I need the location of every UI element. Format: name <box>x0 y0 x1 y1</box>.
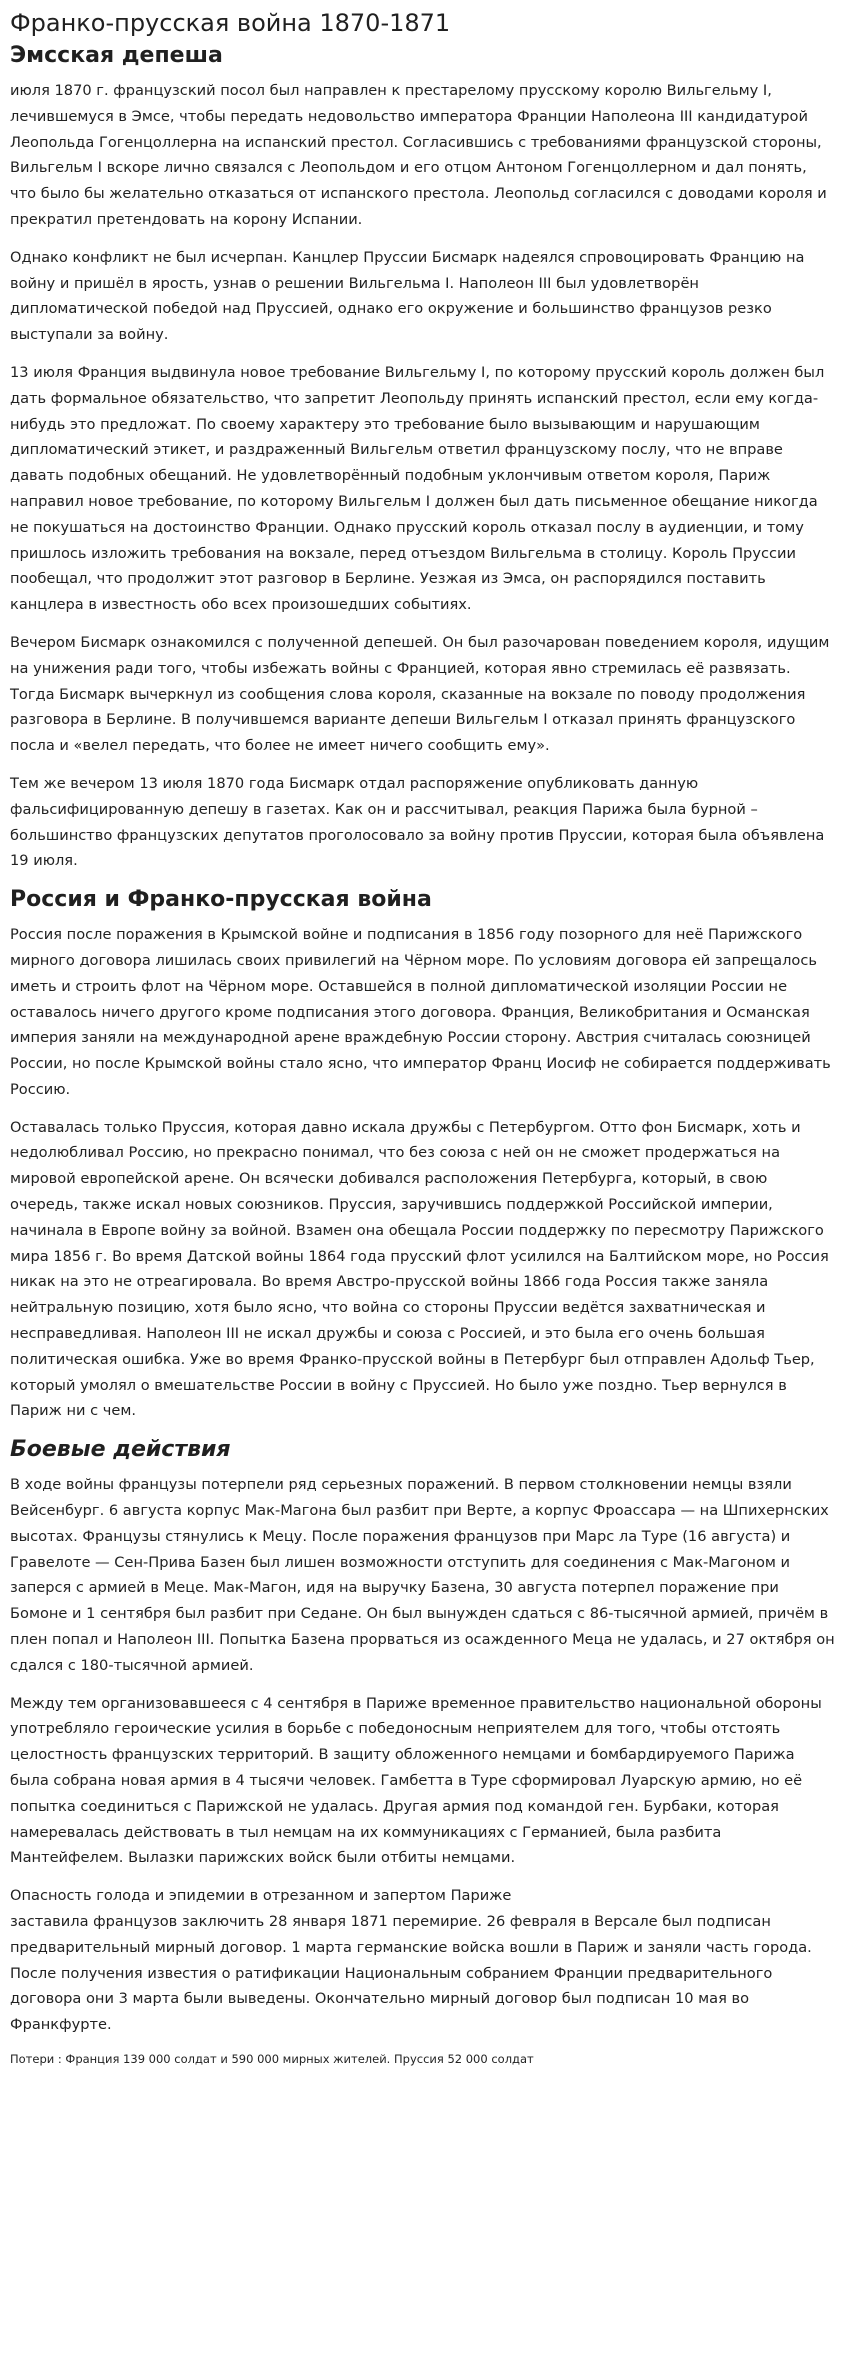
paragraph: Между тем организовавшееся с 4 сентября в Париже временное правительство национальной обороны употребляло героические усилия в борьбе с победоносным неприятелем для того, чтобы отстоять целостность французских территорий. В защиту обложенного немцами и бомбардируемого Парижа была собрана новая армия в 4 тысячи человек. Гамбетта в Туре сформировал Луарскую армию, но её попытка соединиться с Парижской не удалась. Другая армия под командой ген. Бурбаки, которая намеревалась действовать в тыл немцам на их коммуникациях с Германией, была разбита Мантейфелем. Вылазки парижских войск были отбиты немцами. <box>10 1694 822 1867</box>
losses-footnote: Потери : Франция 139 000 солдат и 590 000 мирных жителей. Пруссия 52 000 солдат <box>10 2051 534 2066</box>
paragraph: Вечером Бисмарк ознакомился с полученной депешей. Он был разочарован поведением короля, идущим на унижения ради того, чтобы избежать войны с Францией, которая явно стремилась её развязать. Тогда Бисмарк вычеркнул из сообщения слова короля, сказанные на вокзале по поводу продолжения разговора в Берлине. В получившемся варианте депеши Вильгельм I отказал принять французского посла и «велел передать, что более не имеет ничего сообщить ему». <box>10 633 830 755</box>
section-heading: Боевые действия <box>10 1437 231 1463</box>
section-military-actions <box>10 1436 835 2038</box>
paragraph: Тем же вечером 13 июля 1870 года Бисмарк отдал распоряжение опубликовать данную фальсифицированную депешу в газетах. Как он и рассчитывал, реакция Парижа была бурной – большинство французских депутатов проголосовало за войну против Пруссии, которая была объявлена 19 июля. <box>10 774 825 870</box>
paragraph: июля 1870 г. французский посол был направлен к престарелому прусскому королю Вильгельму I, лечившемуся в Эмсе, чтобы передать недовольство императора Франции Наполеона III кандидатурой Леопольда Гогенцоллерна на испанский престол. Согласившись с требованиями французской стороны, Вильгельм I вскоре лично связался с Леопольдом и его отцом Антоном Гогенцоллерном и дал понять, что было бы желательно отказаться от испанского престола. Леопольд согласился с доводами короля и прекратил претендовать на корону Испании. <box>10 82 827 228</box>
paragraph: 13 июля Франция выдвинула новое требование Вильгельму I, по которому прусский король должен был дать формальное обязательство, что запретит Леопольду принять испанский престол, если ему когда-нибудь это предложат. По своему характеру это требование было вызывающим и нарушающим дипломатический этикет, и раздраженный Вильгельм ответил французскому послу, что не вправе давать подобных обещаний. Не удовлетворённый подобным уклончивым ответом короля, Париж направил новое требование, по которому Вильгельм I должен был дать письменное обещание никогда не покушаться на достоинство Франции. Однако прусский король отказал послу в аудиенции, и тому пришлось изложить требования на вокзале, перед отъездом Вильгельма в столицу. Король Пруссии пообещал, что продолжит этот разговор в Берлине. Уезжая из Эмса, он распорядился поставить канцлера в известность обо всех произошедших событиях. <box>10 363 825 614</box>
paragraph: В ходе войны французы потерпели ряд серьезных поражений. В первом столкновении немцы взяли Вейсенбург. 6 августа корпус Мак-Магона был разбит при Верте, а корпус Фроассара — на Шпихернских высотах. Французы стянулись к Мецу. После поражения французов при Марс ла Туре (16 августа) и Гравелоте — Сен-Привa Базен был лишен возможности отступить для соединения с Мак-Магоном и заперся с армией в Меце. Мак-Магон, идя на выручку Базена, 30 августа потерпел поражение при Бомоне и 1 сентября был разбит при Седане. Он был вынужден сдаться с 86-тысячной армией, причём в плен попал и Наполеон III. Попытка Базена прорваться из осажденного Меца не удалась, и 27 октября он сдался с 180-тысячной армией. <box>10 1476 835 1674</box>
paragraph: Однако конфликт не был исчерпан. Канцлер Пруссии Бисмарк надеялся спровоцировать Францию на войну и пришёл в ярость, узнав о решении Вильгельма I. Наполеон III был удовлетворён дипломатической победой над Пруссией, однако его окружение и большинство французов резко выступали за войну. <box>10 248 805 344</box>
section-heading: Эмсская депеша <box>10 43 223 68</box>
paragraph: Оставалась только Пруссия, которая давно искала дружбы с Петербургом. Отто фон Бисмарк, хоть и недолюбливал Россию, но прекрасно понимал, что без союза с ней он не сможет продержаться на мировой европейской арене. Он всячески добивался расположения Петербурга, который, в свою очередь, также искал новых союзников. Пруссия, заручившись поддержкой Российской империи, начинала в Европе войну за войной. Взамен она обещала России поддержку по пересмотру Парижского мира 1856 г. Во время Датской войны 1864 года прусский флот усилился на Балтийском море, но Россия никак на это не отреагировала. Во время Австро-прусской войны 1866 года Россия также заняла нейтральную позицию, хотя было ясно, что война со стороны Пруссии ведётся захватническая и несправедливая. Наполеон III не искал дружбы и союза с Россией, и это была его очень большая политическая ошибка. Уже во время Франко-прусской войны в Петербург был отправлен Адольф Тьер, который умолял о вмешательстве России в войну с Пруссией. Но было уже поздно. Тьер вернулся в Париж ни с чем. <box>10 1118 829 1420</box>
section-ems-dispatch <box>10 42 835 874</box>
paragraph: Россия после поражения в Крымской войне и подписания в 1856 году позорного для неё Парижского мирного договора лишилась своих привилегий на Чёрном море. По условиям договора ей запрещалось иметь и строить флот на Чёрном море. Оставшейся в полной дипломатической изоляции России не оставалось ничего другого кроме подписания этого договора. Франция, Великобритания и Османская империя заняли на международной арене враждебную России сторону. Австрия считалась союзницей России, но после Крымской войны стало ясно, что император Франц Иосиф не собирается поддерживать Россию. <box>10 926 831 1098</box>
section-russia-and-war <box>10 886 835 1424</box>
paragraph: Опасность голода и эпидемии в отрезанном и запертом Париже заставила французов заключить 28 января 1871 перемирие. 26 февраля в Версале был подписан предварительный мирный договор. 1 марта германские войска вошли в Париж и заняли часть города. После получения известия о ратификации Национальным собранием Франции предварительного договора они 3 марта были выведены. Окончательно мирный договор был подписан 10 мая во Франкфурте. <box>10 1887 812 2034</box>
page-title: Франко-прусская война 1870-1871 <box>10 9 451 37</box>
section-heading: Россия и Франко-прусская война <box>10 887 432 913</box>
